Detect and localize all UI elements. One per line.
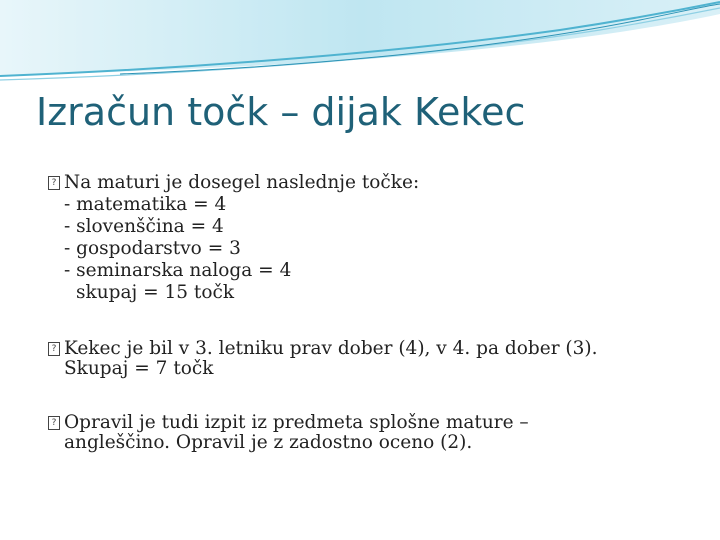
subject-line: - seminarska naloga = 4: [64, 260, 292, 281]
bullet-text: Skupaj = 7 točk: [64, 358, 214, 379]
total-line: skupaj = 15 točk: [76, 282, 235, 303]
bullet-grade: [48, 338, 688, 378]
bullet-box-icon: ?: [48, 416, 60, 430]
decorative-wave-header: [0, 0, 720, 90]
bullet-text: Kekec je bil v 3. letniku prav dober (4), v 4. pa dober (3).: [64, 338, 598, 359]
subject-line: - gospodarstvo = 3: [64, 238, 241, 259]
bullet-text: Opravil je tudi izpit iz predmeta splošne mature –: [64, 412, 529, 433]
bullet-points: [48, 172, 688, 304]
slide-content: [48, 172, 688, 452]
wave-fill: [0, 0, 720, 76]
subject-line: - matematika = 4: [64, 194, 227, 215]
bullet-text: Na maturi je dosegel naslednje točke:: [64, 172, 420, 193]
subject-line: - slovenščina = 4: [64, 216, 224, 237]
bullet-text: angleščino. Opravil je z zadostno oceno (2).: [64, 432, 473, 453]
bullet-box-icon: ?: [48, 176, 60, 190]
slide-title: Izračun točk – dijak Kekec: [36, 90, 526, 134]
bullet-exam: [48, 412, 688, 452]
bullet-box-icon: ?: [48, 342, 60, 356]
